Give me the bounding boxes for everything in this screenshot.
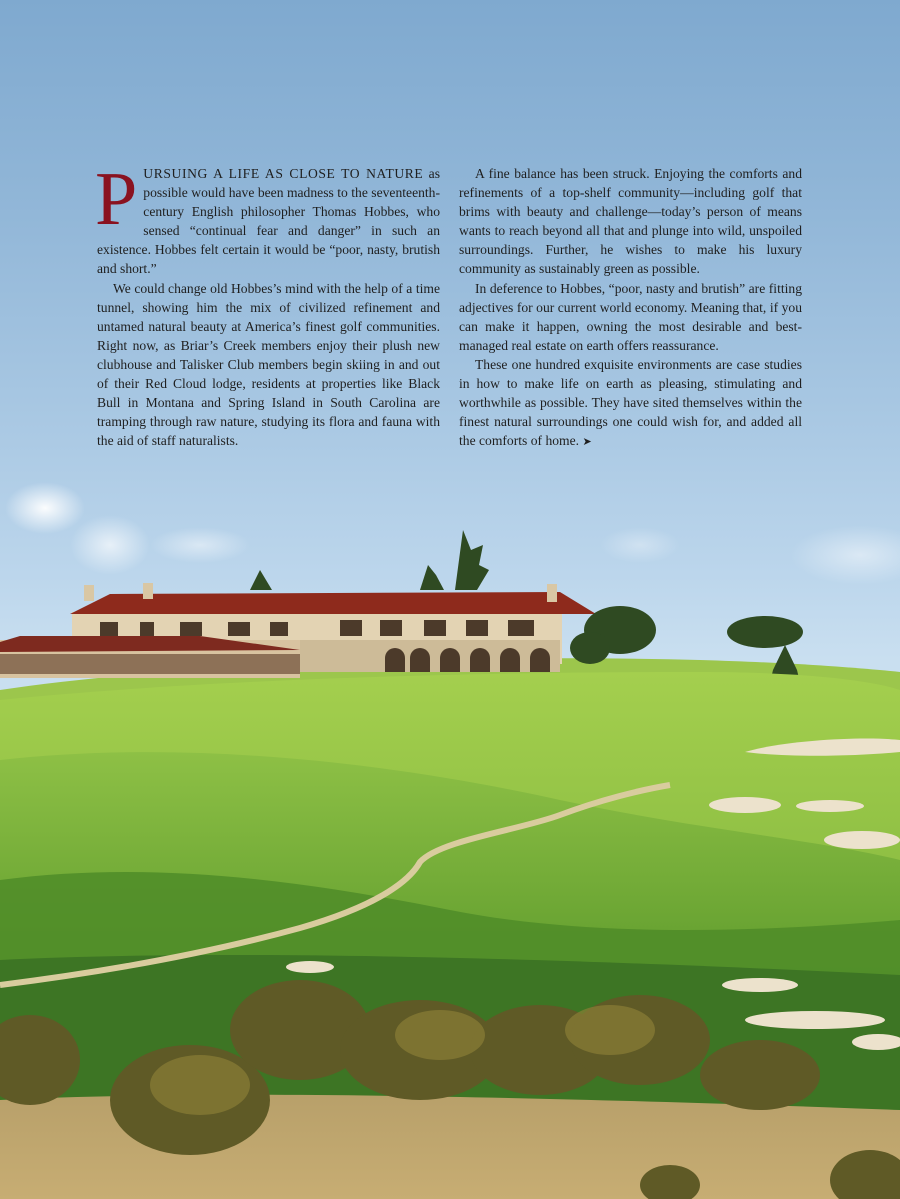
paragraph-1-body: as possible would have been madness to the seventeenth-century English philosopher Thomas Hobbes, who sensed “continual fear and danger” in such an existence. Hobbes felt certain it would be “poor, nasty, brutish and short.” — [97, 166, 440, 277]
paragraph-3: A fine balance has been struck. Enjoying the comforts and refinements of a top-shelf community—including golf that brims with beauty and challenge—today’s person of means wants to reach beyond all that and plunge into wild, unspoiled surroundings. Further, he wishes to make his luxury community as sustainably green as possible. — [459, 166, 802, 277]
drop-cap: P — [95, 157, 138, 241]
paragraph-5 — [459, 355, 802, 451]
article-column-left — [95, 157, 440, 450]
paragraph-2: We could change old Hobbes’s mind with the help of a time tunnel, showing him the mix of civilized refinement and untamed natural beauty at America’s finest golf communities. Right now, as Briar’s Creek members enjoy their plush new clubhouse and Talisker Club members begin skiing in and out of their Red Cloud lodge, residents at properties like Black Bull in Montana and Spring Island in South Carolina are tramping through raw nature, studying its flora and fauna with the aid of staff naturalists. — [97, 280, 440, 449]
opening-paragraph — [95, 157, 440, 279]
article-column-right — [459, 164, 802, 451]
paragraph-4: In deference to Hobbes, “poor, nasty and brutish” are fitting adjectives for our current world economy. Meaning that, if you can make it happen, owning the most desirable and best-managed real estate on earth offers reassurance. — [459, 280, 802, 353]
clubhouse — [0, 583, 596, 678]
paragraph-5-body: These one hundred exquisite environments are case studies in how to make life on earth as pleasing, stimulating and worthwhile as possible. They have sited themselves within the finest natural surroundings one could wish for, and added all the comforts of home. — [459, 356, 802, 449]
lead-in-caps: URSUING A LIFE AS CLOSE TO NATURE — [143, 166, 424, 181]
continue-arrow-icon: ➤ — [582, 435, 592, 449]
